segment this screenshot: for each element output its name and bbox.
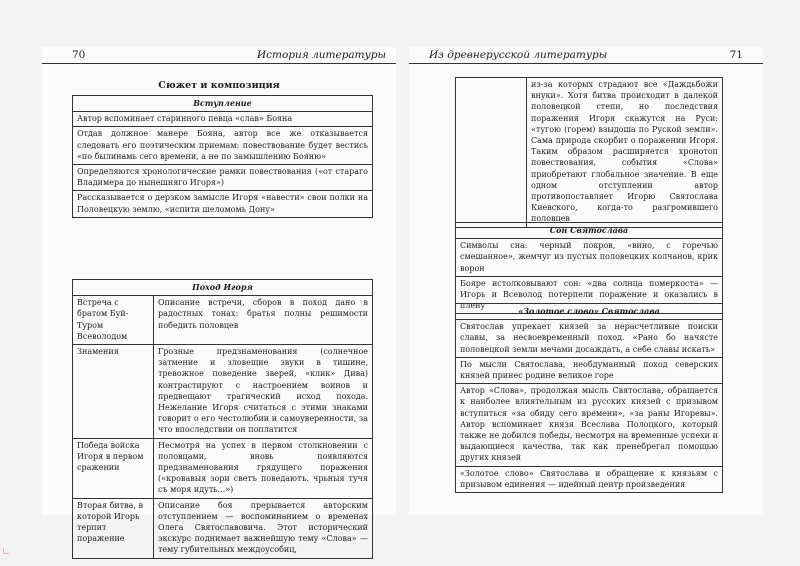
continuation-text: из-за которых страдают все «Даждьбожи внуки». Хотя битва происходит в далекой половецкой степи, но последствия поражения Игоря скажутся на Руси: «тугою (горем) взыдоша по Руской земли». Сама природа скорбит о поражении Игоря. Таким образом расширяется хронотоп повествования, события «Слова» приобретают глобальное значение. В еще одном отступлении автор противопоставляет Игорю Святослава Киевского, когда-то разгромившего половцев xyxy=(527,78,723,228)
campaign-table-header: Поход Игоря xyxy=(73,280,373,296)
intro-table xyxy=(72,95,373,218)
golden-word-table xyxy=(455,303,723,493)
right-page-number: 71 xyxy=(729,49,743,61)
table-row xyxy=(73,345,373,439)
dream-table xyxy=(455,222,723,314)
left-page-header xyxy=(42,47,396,64)
campaign-stage: Вторая битва, в которой Игорь терпит поражение xyxy=(73,498,154,558)
table-row xyxy=(73,498,373,558)
corner-mark xyxy=(3,548,9,554)
campaign-stage: Победа войска Игоря в первом сражении xyxy=(73,438,154,498)
campaign-desc: Описание встречи, сборов в поход дано в радостных тонах: братья полны решимости победить половцев xyxy=(154,296,373,345)
campaign-desc: Несмотря на успех в первом столкновении с половцами, вновь появляются предзнаменования грядущего поражения («кровавыя зори свeтъ повeдаютъ. чрьныя тучя съ моря идуть...») xyxy=(154,438,373,498)
golden-word-row: По мысли Святослава, необдуманный поход северских князей принес родине великое горе xyxy=(456,357,723,383)
campaign-table xyxy=(72,279,373,559)
intro-row: Отдав должное манере Бояна, автор все же отказывается следовать его поэтическим приемам: повествование будет вестись «по былинамь сего времени, а не по замышлению Бояню» xyxy=(73,127,373,165)
table-row xyxy=(73,296,373,345)
golden-word-row: «Золотое слово» Святослава и обращение к князьям с призывом единения — идейный центр произведения xyxy=(456,466,723,492)
dream-row: Символы сна: черный покров, «вино, с горечью смешанное», жемчуг из пустых половецких колчанов, крик ворон xyxy=(456,239,723,277)
left-page-number: 70 xyxy=(72,49,86,61)
section-title: Сюжет и композиция xyxy=(158,80,280,91)
table-row xyxy=(73,438,373,498)
campaign-desc: Грозные предзнаменования (солнечное затмение и зловещие звуки в тишине, тревожное поведение зверей, «клик» Дива) контрастируют с настроением воинов и предвещают трагический исход похода. Нежелание Игоря считаться с этими знаками говорит о его честолюбии и самоуверенности, за что впоследствии он поплатится xyxy=(154,345,373,439)
continuation-table xyxy=(455,77,723,228)
left-running-title: История литературы xyxy=(256,49,386,61)
right-page xyxy=(409,47,763,515)
intro-row: Рассказывается о дерзком замысле Игоря «навести» свои полки на Половецкую землю, «испити шеломомь Дону» xyxy=(73,191,373,217)
campaign-stage: Встреча с братом Буй-Туром Всеволодом xyxy=(73,296,154,345)
empty-stage-cell xyxy=(456,78,527,228)
golden-word-row: Автор «Слова», продолжая мысль Святослава, обращается к наиболее влиятельным из русских князей с призывом вступиться «за обиду сего времени», «за раны Игоревы». Автор вспоминает князя Всеслава Полоцкого, который также не добился победы, несмотря на временные успехи и выдающиеся качества, так как пренебрегал помощью других князей xyxy=(456,384,723,466)
golden-word-row: Святослав упрекает князей за нерасчетливые поиски славы, за несвоевременный поход. «Рано бо начясте половецкой земли мечами досаждать, а себе славы искать» xyxy=(456,320,723,358)
dream-row: Бояре истолковывают сон: «два солнца померкоста» — Игорь и Всеволод потерпели поражение и оказались в плену xyxy=(456,276,723,314)
intro-row: Автор вспоминает старинного певца «слав» Бояна xyxy=(73,112,373,127)
campaign-stage: Знамения xyxy=(73,345,154,439)
left-page xyxy=(42,47,396,555)
right-running-title: Из древнерусской литературы xyxy=(429,49,608,61)
dream-table-header: Сон Святослава xyxy=(456,223,723,239)
golden-word-table-header: «Золотое слово» Святослава xyxy=(456,304,723,320)
right-page-header xyxy=(409,47,763,64)
intro-table-header: Вступление xyxy=(73,96,373,112)
campaign-desc: Описание боя прерывается авторским отступлением — воспоминанием о временах Олега Святославовича. Этот исторический экскурс поднимает важнейшую тему «Слова» — тему губительных междоусобиц, xyxy=(154,498,373,558)
intro-row: Определяются хронологические рамки повествования («от стараго Владимера до нынешняго Игоря») xyxy=(73,165,373,191)
